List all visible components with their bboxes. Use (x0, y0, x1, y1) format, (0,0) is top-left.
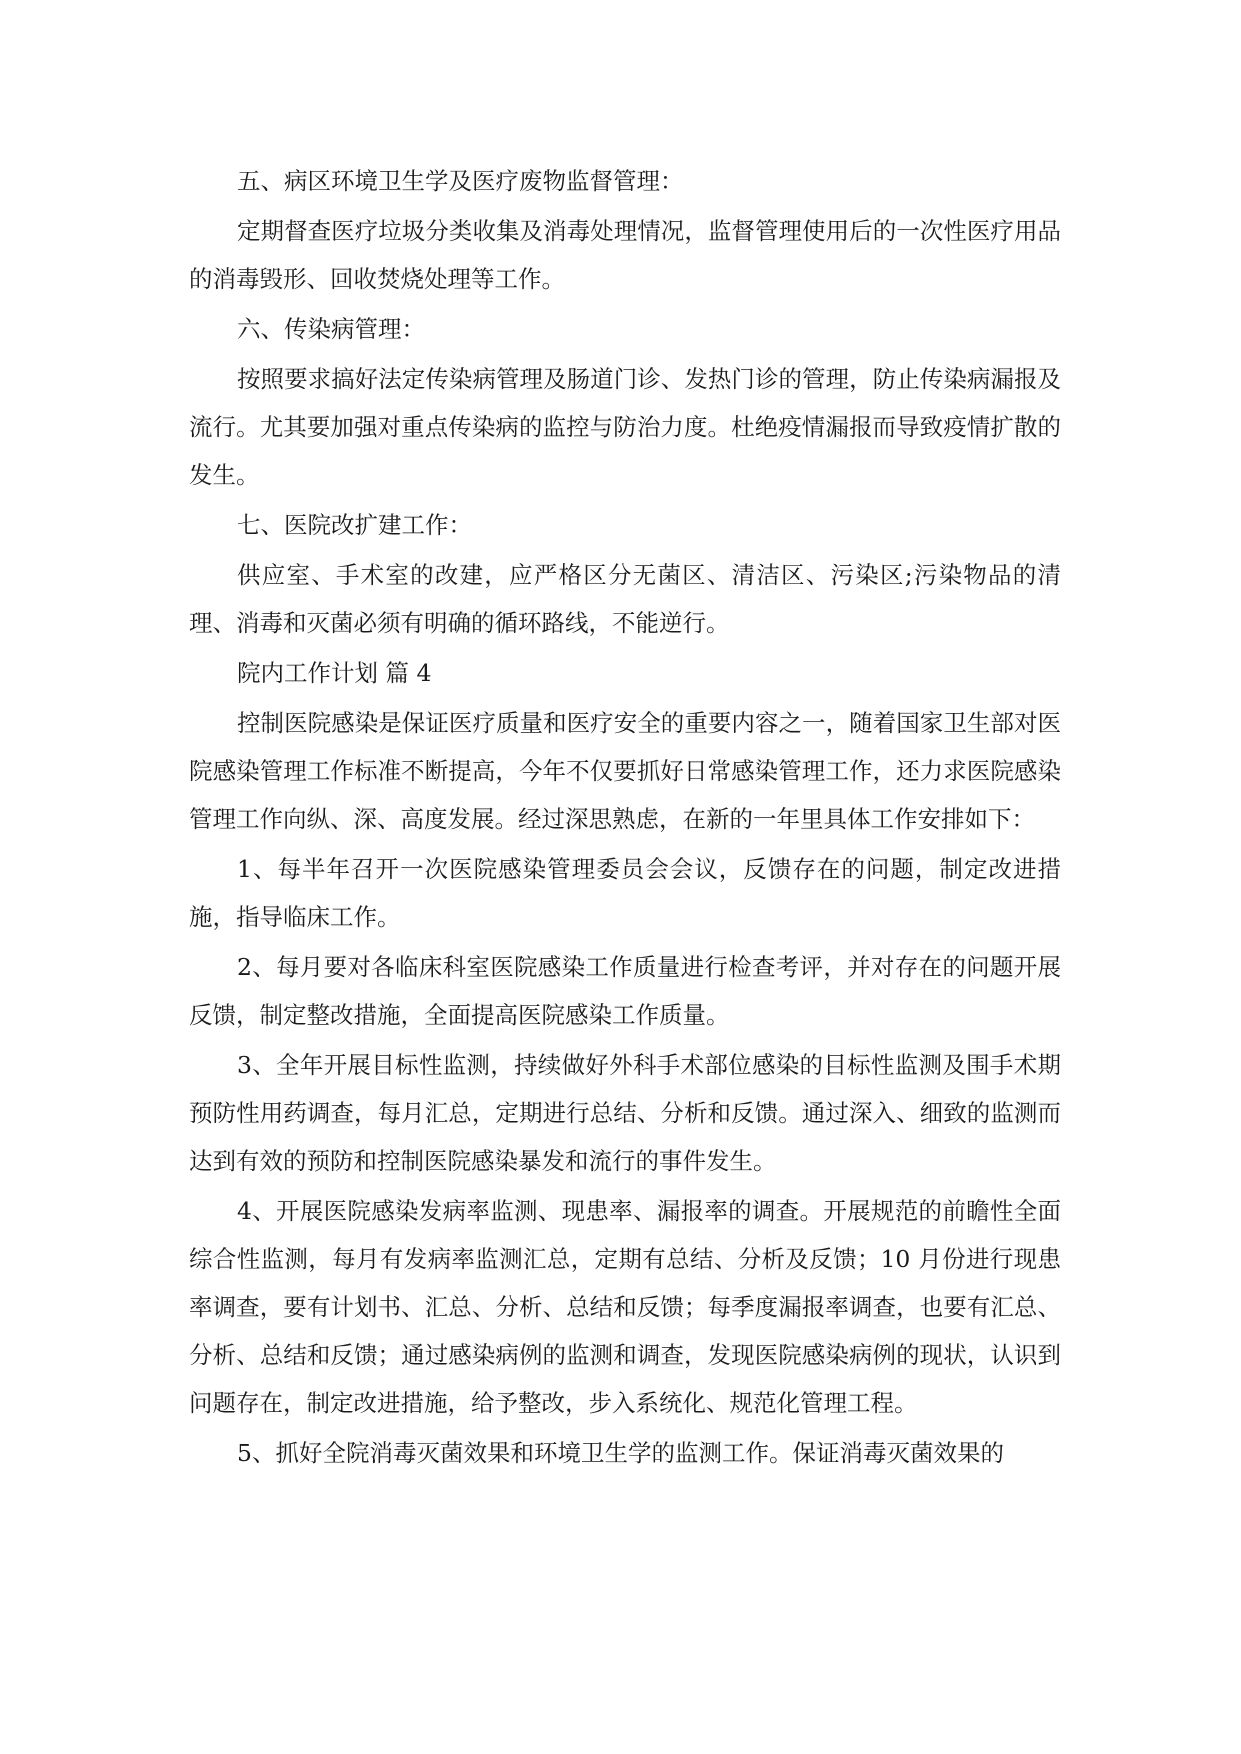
list-item: 5、抓好全院消毒灭菌效果和环境卫生学的监测工作。保证消毒灭菌效果的 (237, 1439, 1004, 1467)
paragraph: 控制医院感染是保证医疗质量和医疗安全的重要内容之一，随着国家卫生部对医院感染管理工作标准不断提高，今年不仅要抓好日常感染管理工作，还力求医院感染管理工作向纵、深、高度发展。经过深思熟虑，在新的一年里具体工作安排如下： (189, 709, 1061, 833)
document-body (189, 157, 1061, 1479)
list-item: 4、开展医院感染发病率监测、现患率、漏报率的调查。开展规范的前瞻性全面综合性监测，每月有发病率监测汇总，定期有总结、分析及反馈；10 月份进行现患率调查，要有计划书、汇总、分析、总结和反馈；每季度漏报率调查，也要有汇总、分析、总结和反馈；通过感染病例的监测和调查，发现医院感染病例的现状，认识到问题存在，制定改进措施，给予整改，步入系统化、规范化管理工程。 (189, 1197, 1061, 1417)
section-heading-5: 五、病区环境卫生学及医疗废物监督管理： (237, 167, 684, 195)
list-item: 1、每半年召开一次医院感染管理委员会会议，反馈存在的问题，制定改进措施，指导临床工作。 (189, 855, 1061, 931)
paragraph: 按照要求搞好法定传染病管理及肠道门诊、发热门诊的管理，防止传染病漏报及流行。尤其要加强对重点传染病的监控与防治力度。杜绝疫情漏报而导致疫情扩散的发生。 (189, 365, 1061, 489)
paragraph: 供应室、手术室的改建，应严格区分无菌区、清洁区、污染区;污染物品的清理、消毒和灭菌必须有明确的循环路线，不能逆行。 (189, 561, 1061, 637)
section-heading-6: 六、传染病管理： (237, 315, 425, 343)
list-item: 3、全年开展目标性监测，持续做好外科手术部位感染的目标性监测及围手术期预防性用药调查，每月汇总，定期进行总结、分析和反馈。通过深入、细致的监测而达到有效的预防和控制医院感染暴发和流行的事件发生。 (189, 1051, 1061, 1175)
article-title: 院内工作计划 篇 4 (237, 659, 432, 687)
list-item: 2、每月要对各临床科室医院感染工作质量进行检查考评，并对存在的问题开展反馈，制定整改措施，全面提高医院感染工作质量。 (189, 953, 1061, 1029)
paragraph: 定期督查医疗垃圾分类收集及消毒处理情况，监督管理使用后的一次性医疗用品的消毒毁形、回收焚烧处理等工作。 (189, 217, 1061, 293)
section-heading-7: 七、医院改扩建工作： (237, 511, 472, 539)
